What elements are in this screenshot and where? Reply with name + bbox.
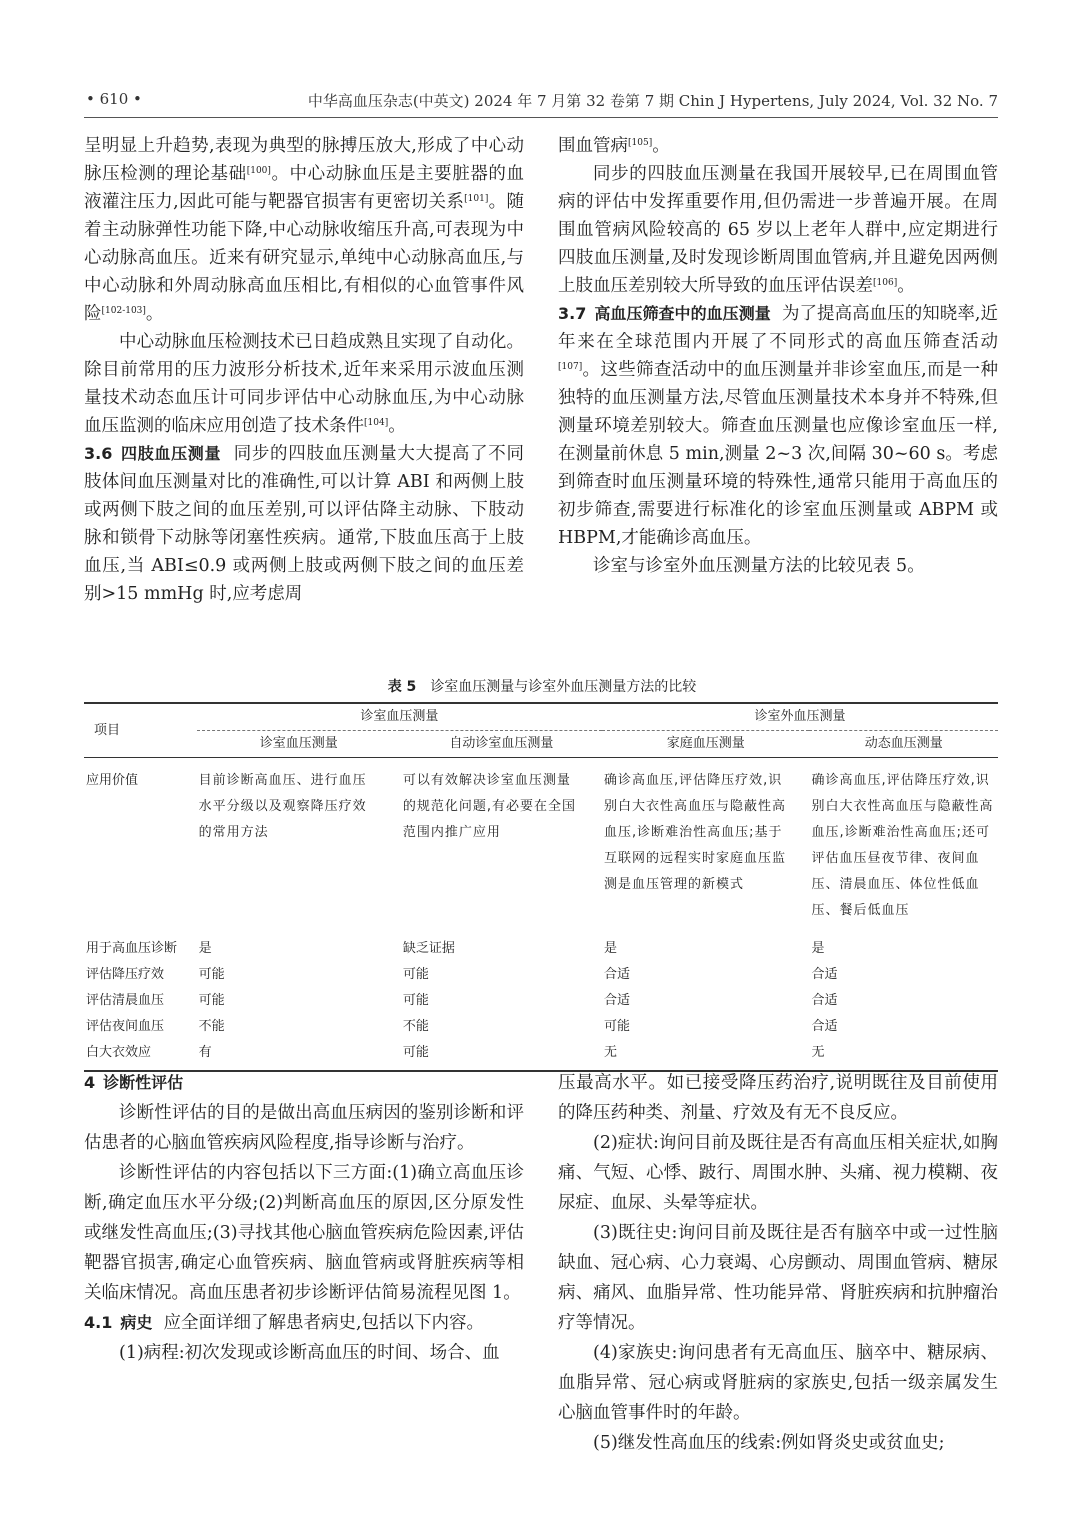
- left-column-top: [84, 132, 524, 608]
- table-row: [84, 758, 998, 937]
- section-4-heading: [84, 1068, 524, 1098]
- table-cell: 无: [602, 1040, 810, 1071]
- table-cell: 有: [197, 1040, 401, 1071]
- table-cell: 可能: [603, 1019, 630, 1034]
- row-label: 评估降压疗效: [86, 967, 165, 982]
- row-label: 应用价值: [86, 773, 139, 788]
- row-label: 用于高血压诊断: [86, 941, 178, 956]
- paragraph-four-limb: 同步的四肢血压测量在我国开展较早,已在周围血管病的评估中发挥重要作用,但仍需进一步普遍开展。在周围血管病风险较高的 65 岁以上老年人群中,应定期进行四肢血压测量,及时发现诊断周围血管病,并且避免因两侧上肢血压差别较大所导致的血压评估误差[106]。: [558, 164, 998, 296]
- section-number: 3.6: [84, 444, 113, 463]
- page-number: • 610 •: [86, 90, 142, 108]
- section-title: 高血压筛查中的血压测量: [594, 304, 771, 323]
- table-cell: 是: [811, 941, 825, 956]
- table-cell: 目前诊断高血压、进行血压水平分级以及观察降压疗效的常用方法: [198, 773, 367, 840]
- header-group-office: 诊室血压测量: [197, 703, 602, 731]
- paragraph-past-history: (3)既往史:询问目前及既往是否有脑卒中或一过性脑缺血、冠心病、心力衰竭、心房颤动、周围血管病、糖尿病、痛风、血脂异常、性功能异常、肾脏疾病和抗肿瘤治疗等情况。: [558, 1223, 998, 1333]
- paragraph-diagnostic-purpose: 诊断性评估的目的是做出高血压病因的鉴别诊断和评估患者的心脑血管疾病风险程度,指导诊断与治疗。: [84, 1103, 524, 1153]
- table-row: [84, 1014, 998, 1040]
- citation-ref[interactable]: [107]: [558, 362, 583, 372]
- left-column-bottom: [84, 1068, 524, 1368]
- table-label: 表 5: [387, 679, 417, 695]
- paragraph-diagnostic-content: 诊断性评估的内容包括以下三方面:(1)确立高血压诊断,确定血压水平分级;(2)判断高血压的原因,区分原发性或继发性高血压;(3)寻找其他心脑血管疾病危险因素,评估靶器官损害,确定心血管疾病、脑血管病或肾脏疾病等相关临床情况。高血压患者初步诊断评估简易流程见图 1。: [84, 1163, 524, 1303]
- header-rule: [84, 117, 998, 118]
- paragraph-central-bp-basis: 呈明显上升趋势,表现为典型的脉搏压放大,形成了中心动脉压检测的理论基础[100]。中心动脉血压是主要脏器的血液灌注压力,因此可能与靶器官损害有更密切关系[101]。随着主动脉弹性功能下降,中心动脉收缩压升高,可表现为中心动脉高血压。近来有研究显示,单纯中心动脉高血压,与中心动脉和外周动脉高血压相比,有相似的心血管事件风险[102-103]。: [84, 136, 525, 324]
- citation-ref[interactable]: [102-103]: [101, 306, 146, 316]
- running-header: [86, 84, 998, 116]
- table-cell: 缺乏证据: [402, 941, 455, 956]
- table-cell: 可能: [401, 1040, 602, 1071]
- section-3-7: 3.7 高血压筛查中的血压测量 为了提高高血压的知晓率,近年来在全球范围内开展了不同形式的高血压筛查活动[107]。这些筛查活动中的血压测量并非诊室血压,而是一种独特的血压测量方法,尽管血压测量技术本身并不特殊,但测量环境差别较大。筛查血压测量也应像诊室血压一样,在测量前休息 5 min,测量 2~3 次,间隔 30~60 s。考虑到筛查时血压测量环境的特殊性,通常只能用于高血压的初步筛查,需要进行标准化的诊室血压测量或 ABPM 或 HBPM,才能确诊高血压。: [558, 304, 998, 548]
- table-cell: 可能: [198, 993, 225, 1008]
- table-cell: 可能: [402, 967, 429, 982]
- paragraph-table-ref: 诊室与诊室外血压测量方法的比较见表 5。: [593, 556, 925, 576]
- citation-ref[interactable]: [101]: [464, 194, 489, 204]
- paragraph-family-history: (4)家族史:询问患者有无高血压、脑卒中、糖尿病、血脂异常、冠心病或肾脏病的家族史,包括一级亲属发生心脑血管事件时的年龄。: [558, 1343, 998, 1423]
- table-cell: 可能: [198, 967, 225, 982]
- right-column-bottom: [558, 1068, 998, 1458]
- table-cell: 可以有效解决诊室血压测量的规范化问题,有必要在全国范围内推广应用: [402, 773, 576, 840]
- citation-ref[interactable]: [106]: [873, 278, 898, 288]
- table-row: [84, 962, 998, 988]
- table-cell: 可能: [402, 993, 429, 1008]
- row-label: 白大衣效应: [84, 1040, 197, 1071]
- comparison-table: [84, 702, 998, 1072]
- citation-ref[interactable]: [105]: [628, 138, 653, 148]
- table-cell: 合适: [811, 1019, 838, 1034]
- header-ambulatory: 动态血压测量: [809, 731, 998, 758]
- table-row: [84, 988, 998, 1014]
- table-title: 诊室血压测量与诊室外血压测量方法的比较: [430, 679, 697, 695]
- table-cell: 确诊高血压,评估降压疗效,识别白大衣性高血压与隐蔽性高血压,诊断难治性高血压;还可评估血压昼夜节律、夜间血压、清晨血压、体位性低血压、餐后低血压: [811, 773, 994, 918]
- row-label: 评估清晨血压: [86, 993, 165, 1008]
- paragraph-continuation: 压最高水平。如已接受降压药治疗,说明既往及目前使用的降压药种类、剂量、疗效及有无不良反应。: [558, 1073, 998, 1123]
- row-label: 评估夜间血压: [86, 1019, 165, 1034]
- section-number: 4: [84, 1073, 96, 1092]
- section-title: 四肢血压测量: [120, 444, 222, 463]
- table-row: [84, 1040, 998, 1071]
- journal-citation: 中华高血压杂志(中英文) 2024 年 7 月第 32 卷第 7 期 Chin J Hypertens, July 2024, Vol. 32 No. 7: [307, 92, 998, 110]
- table-cell: 不能: [198, 1019, 225, 1034]
- table-cell: 是: [603, 941, 617, 956]
- table-cell: 合适: [603, 967, 630, 982]
- section-title: 病史: [120, 1313, 153, 1332]
- paragraph-continuation: 围血管病[105]。: [558, 136, 670, 156]
- table-cell: 不能: [402, 1019, 429, 1034]
- header-office: 诊室血压测量: [197, 731, 401, 758]
- header-item: 项目: [84, 703, 197, 758]
- header-auto-office: 自动诊室血压测量: [401, 731, 602, 758]
- table-cell: 无: [809, 1040, 998, 1071]
- table-cell: 是: [198, 941, 212, 956]
- citation-ref[interactable]: [104]: [364, 418, 389, 428]
- header-home: 家庭血压测量: [602, 731, 810, 758]
- table-cell: 合适: [811, 967, 838, 982]
- right-column-top: [558, 132, 998, 580]
- table-cell: 合适: [811, 993, 838, 1008]
- section-3-6: 3.6 四肢血压测量 同步的四肢血压测量大大提高了不同肢体间血压测量对比的准确性,可以计算 ABI 和两侧上肢或两侧下肢之间的血压差别,可以评估降主动脉、下肢动脉和锁骨下动脉等闭塞性疾病。通常,下肢血压高于上肢血压,当 ABI≤0.9 或两侧上肢或两侧下肢之间的血压差别>15 mmHg 时,应考虑周: [84, 444, 524, 604]
- section-number: 3.7: [558, 304, 587, 323]
- table-cell: 确诊高血压,评估降压疗效,识别白大衣性高血压与隐蔽性高血压,诊断难治性高血压;基于互联网的远程实时家庭血压监测是血压管理的新模式: [603, 773, 786, 892]
- paragraph-secondary-clues: (5)继发性高血压的线索:例如肾炎史或贫血史;: [593, 1433, 945, 1453]
- table-caption: [86, 676, 998, 696]
- table-row: [84, 936, 998, 962]
- table-cell: 合适: [603, 993, 630, 1008]
- header-group-out-of-office: 诊室外血压测量: [602, 703, 998, 731]
- section-title: 诊断性评估: [103, 1073, 184, 1092]
- section-4-1: 4.1 病史 应全面详细了解患者病史,包括以下内容。: [84, 1313, 485, 1333]
- paragraph-course: (1)病程:初次发现或诊断高血压的时间、场合、血: [119, 1343, 500, 1363]
- section-number: 4.1: [84, 1313, 113, 1332]
- citation-ref[interactable]: [100]: [246, 166, 271, 176]
- paragraph-symptoms: (2)症状:询问目前及既往是否有高血压相关症状,如胸痛、气短、心悸、跛行、周围水肿、头痛、视力模糊、夜尿症、血尿、头晕等症状。: [558, 1133, 998, 1213]
- paragraph-central-bp-technology: 中心动脉血压检测技术已日趋成熟且实现了自动化。除目前常用的压力波形分析技术,近年来采用示波血压测量技术动态血压计可同步评估中心动脉血压,为中心动脉血压监测的临床应用创造了技术条件[104]。: [84, 332, 524, 436]
